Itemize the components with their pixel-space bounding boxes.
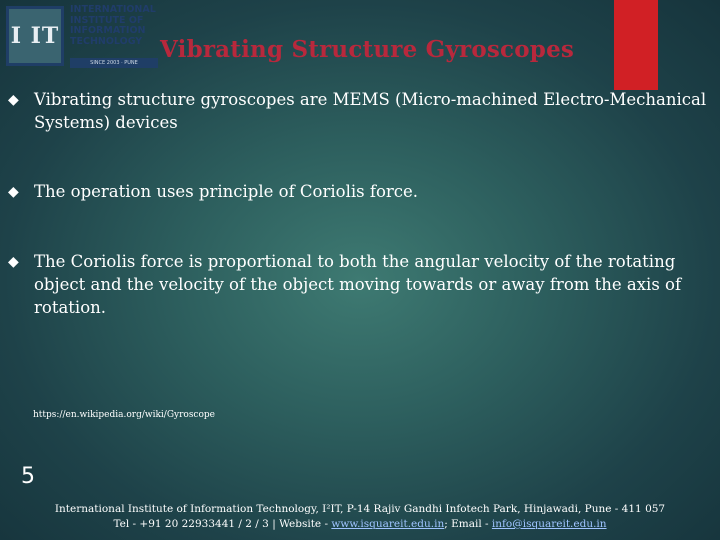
footer-address: International Institute of Information Technology, I²IT, P-14 Rajiv Gandhi Infotech Park, Hinjawadi, Pune - 411 057	[54, 503, 666, 515]
diamond-bullet-icon: ◆	[8, 184, 19, 200]
logo-tagline: SINCE 2003 · PUNE	[70, 58, 158, 68]
bullet-text: The operation uses principle of Coriolis force.	[34, 182, 419, 201]
logo-line-2: INSTITUTE OF	[70, 14, 144, 26]
accent-bar	[614, 0, 658, 90]
diamond-bullet-icon: ◆	[8, 92, 19, 108]
logo-line-3: INFORMATION	[70, 25, 146, 36]
source-link[interactable]: https://en.wikipedia.org/wiki/Gyroscope	[33, 410, 215, 420]
diamond-bullet-icon: ◆	[8, 254, 19, 270]
footer-contact	[0, 517, 720, 532]
bullet-item	[8, 250, 714, 319]
slide-title: Vibrating Structure Gyroscopes	[160, 36, 575, 63]
footer-tel: Tel - +91 20 22933441 / 2 / 3 | Website -	[113, 518, 332, 530]
footer-email-label: ; Email -	[444, 518, 492, 530]
email-link[interactable]: info@isquareit.edu.in	[491, 518, 607, 530]
bullet-item	[8, 180, 418, 203]
logo-line-1: INTERNATIONAL	[70, 4, 156, 15]
logo-line-4: TECHNOLOGY	[70, 35, 143, 47]
bullet-text: The Coriolis force is proportional to both the angular velocity of the rotating object and the velocity of the object moving towards or away from the axis of rotation.	[34, 252, 682, 317]
logo-mark: I IT	[10, 23, 60, 49]
footer	[0, 502, 720, 532]
bullet-text: Vibrating structure gyroscopes are MEMS (Micro-machined Electro-Mechanical Systems) devices	[34, 90, 707, 132]
institute-logo	[6, 6, 64, 66]
bullet-item	[8, 88, 714, 134]
page-number: 5	[21, 464, 35, 489]
logo-text	[70, 5, 170, 47]
website-link[interactable]: www.isquareit.edu.in	[331, 518, 445, 530]
